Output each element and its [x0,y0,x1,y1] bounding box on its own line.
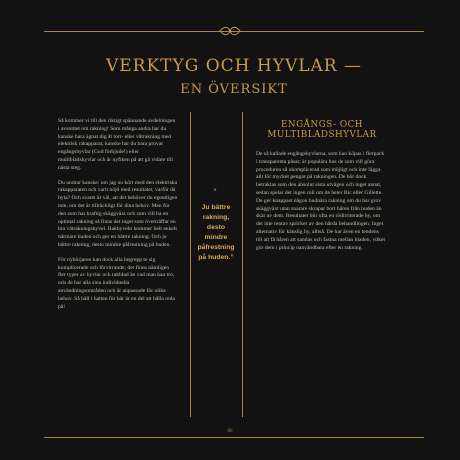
right-column-divider [242,112,243,417]
right-column [256,151,386,259]
page-title-line2: EN ÖVERSIKT [180,82,288,97]
left-column-divider [190,112,191,417]
ornament-icon [218,25,242,37]
quote-mark: “ [213,187,217,197]
section-heading: ENGÅNGS- OCH MULTIBLADSHYVLAR [267,120,377,140]
bottom-rule [44,437,424,438]
page-number: 80 [227,429,233,434]
left-column [58,118,178,318]
left-paragraph-1: Så kommer vi till den riktigt spännande avdelningen i avsnittet om rakning! Som många andra har du kanske bara ägnat dig åt torr- eller våtrakning med elektrisk rakapparat, kanske har du bara provat engångshyvlar (Gud förbjude!) eller multibladshyvlar och är nyfiken på att gå vidare till nästa steg. [58,118,176,171]
left-paragraph-2: Du undrar kanske: om jag nu kört med den elektriska rakapparaten och varit nöjd med resultatet, varför då byta? Och svaret är väl, att det behöver du egentligen inte, om det är tillräckligt för dina behov. Men för den som har kraftig skäggväxt och som vill ha en optimal rakning så finns det inget som överträffar en bra våtrakningshyvel. Rakhyveln kommer helt enkelt närmare huden och ger en bättre rakning. Och ju bättre rakning, desto mindre påfrestning på huden. [58,179,178,248]
pull-quote: Ju bättre rakning, desto mindre påfrestning på huden.” [197,204,235,261]
right-paragraph-1: De så kallade engångshyvlarna, som kan köpas i flerpack i transparenta påsar, är populära hos de som vill göra proceduren så okomplicerad som möjligt och inte lägga allt för mycket pengar på rakningen. De bör dock betraktas som den absolut sista utvägen och inget annat, sedan spelar det ingen roll om de heter Bic eller Gillette. De ger knappast någon hudnära rakning om du har grov skäggväxt utan snarare skrapar bort håren från huden än skär av dem. Resultatet blir ofta en rödirriterade hy, om det inte rentav spricker av den hårda behandlingen. Inget alternativ för känslig hy, alltså. De har även en tendens till att få håren att samlas och fastna mellan bladen, vilket gör dem i princip oanvändbara efter en rakning. [256,151,386,251]
left-paragraph-3: För nybörjaren kan dock alla begrepp te sig komplicerade och förvirrande; det finns nämligen fler typer av hyvlar och rakblad än vad man kan tro, och de har alla sina individuella användningsområden och är anpassade för olika behov. Så häll i hatten för här är en del att hålla reda på! [58,256,175,310]
page-title-line1: VERKTYG OCH HYVLAR — [106,56,362,76]
